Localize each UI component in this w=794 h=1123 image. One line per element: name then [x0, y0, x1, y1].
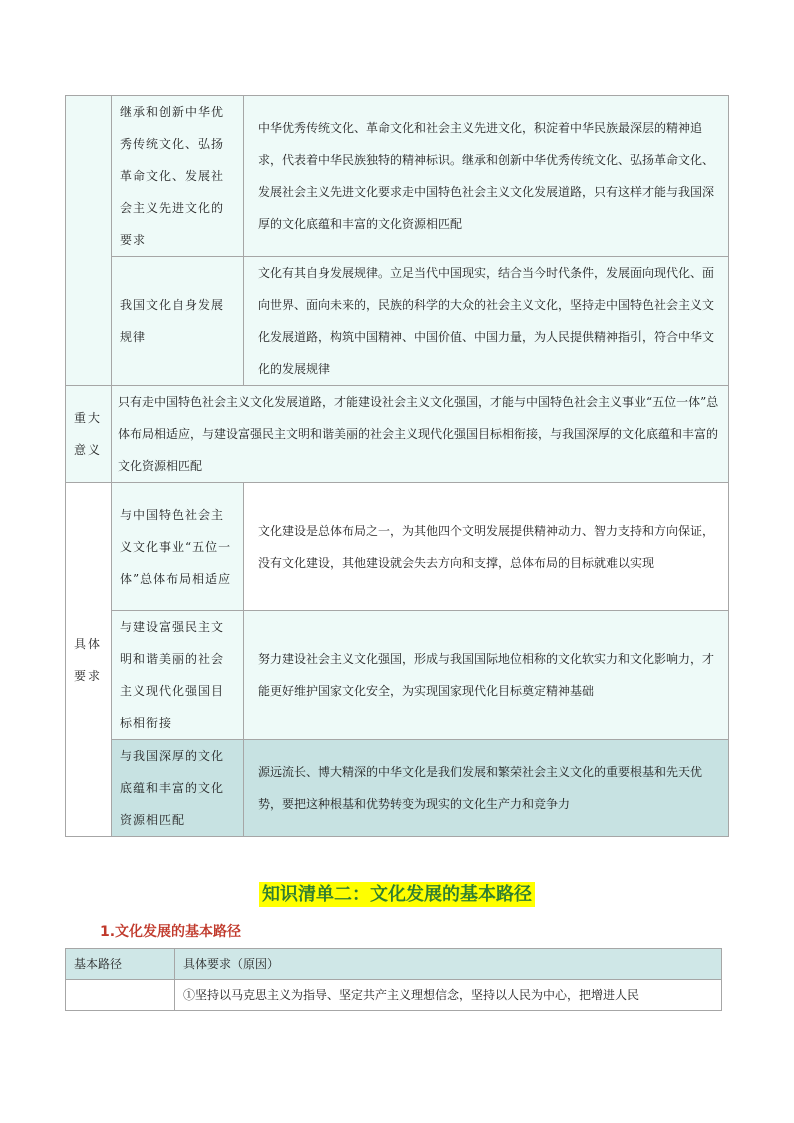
table-row: [66, 611, 729, 740]
subtopic-cell: 与建设富强民主文明和谐美丽的社会主义现代化强国目标相衔接: [112, 611, 244, 740]
description-cell: 文化有其自身发展规律。立足当代中国现实，结合当今时代条件，发展面向现代化、面向世界、面向未来的，民族的科学的大众的社会主义文化，坚持走中国特色社会主义文化发展道路，构筑中国精神、中国价值、中国力量，为人民提供精神指引，符合中华文化的发展规律: [244, 257, 729, 386]
description-cell: 文化建设是总体布局之一，为其他四个文明发展提供精神动力、智力支持和方向保证，没有文化建设，其他建设就会失去方向和支撑，总体布局的目标就难以实现: [244, 483, 729, 611]
header-cell-path: 基本路径: [66, 949, 175, 980]
sub-heading: 1.文化发展的基本路径: [100, 924, 242, 940]
description-cell: 源远流长、博大精深的中华文化是我们发展和繁荣社会主义文化的重要根基和先天优势，要把这种根基和优势转变为现实的文化生产力和竞争力: [244, 740, 729, 837]
table-row: [66, 980, 722, 1011]
description-cell: 中华优秀传统文化、革命文化和社会主义先进文化，积淀着中华民族最深层的精神追求，代表着中华民族独特的精神标识。继承和创新中华优秀传统文化、弘扬革命文化、发展社会主义先进文化要求走中国特色社会主义文化发展道路，只有这样才能与我国深厚的文化底蕴和丰富的文化资源相匹配: [244, 96, 729, 257]
path-table: [65, 948, 722, 1011]
path-cell: [66, 980, 175, 1011]
table-header-row: [66, 949, 722, 980]
description-cell: 努力建设社会主义文化强国，形成与我国国际地位相称的文化软实力和文化影响力，才能更好维护国家文化安全，为实现国家现代化目标奠定精神基础: [244, 611, 729, 740]
section-heading-text: 知识清单二：文化发展的基本路径: [259, 882, 535, 907]
requirements-cell: ①坚持以马克思主义为指导、坚定共产主义理想信念，坚持以人民为中心，把增进人民: [175, 980, 722, 1011]
section-cell-empty: [66, 96, 112, 386]
significance-label: 重大意义: [66, 386, 112, 483]
section-heading: [0, 880, 794, 906]
main-table: [65, 95, 729, 837]
requirements-label: 具体要求: [66, 483, 112, 837]
significance-text: 只有走中国特色社会主义文化发展道路，才能建设社会主义文化强国，才能与中国特色社会主义事业“五位一体”总体布局相适应，与建设富强民主文明和谐美丽的社会主义现代化强国目标相衔接，与我国深厚的文化底蕴和丰富的文化资源相匹配: [112, 386, 729, 483]
subtopic-cell: 与中国特色社会主义文化事业“五位一体”总体布局相适应: [112, 483, 244, 611]
subtopic-cell: 与我国深厚的文化底蕴和丰富的文化资源相匹配: [112, 740, 244, 837]
table-row: [66, 386, 729, 483]
subtopic-cell: 我国文化自身发展规律: [112, 257, 244, 386]
table-row: [66, 483, 729, 611]
table-row: [66, 96, 729, 257]
header-cell-requirements: 具体要求（原因）: [175, 949, 722, 980]
subtopic-cell: 继承和创新中华优秀传统文化、弘扬革命文化、发展社会主义先进文化的要求: [112, 96, 244, 257]
table-row: [66, 257, 729, 386]
table-row: [66, 740, 729, 837]
